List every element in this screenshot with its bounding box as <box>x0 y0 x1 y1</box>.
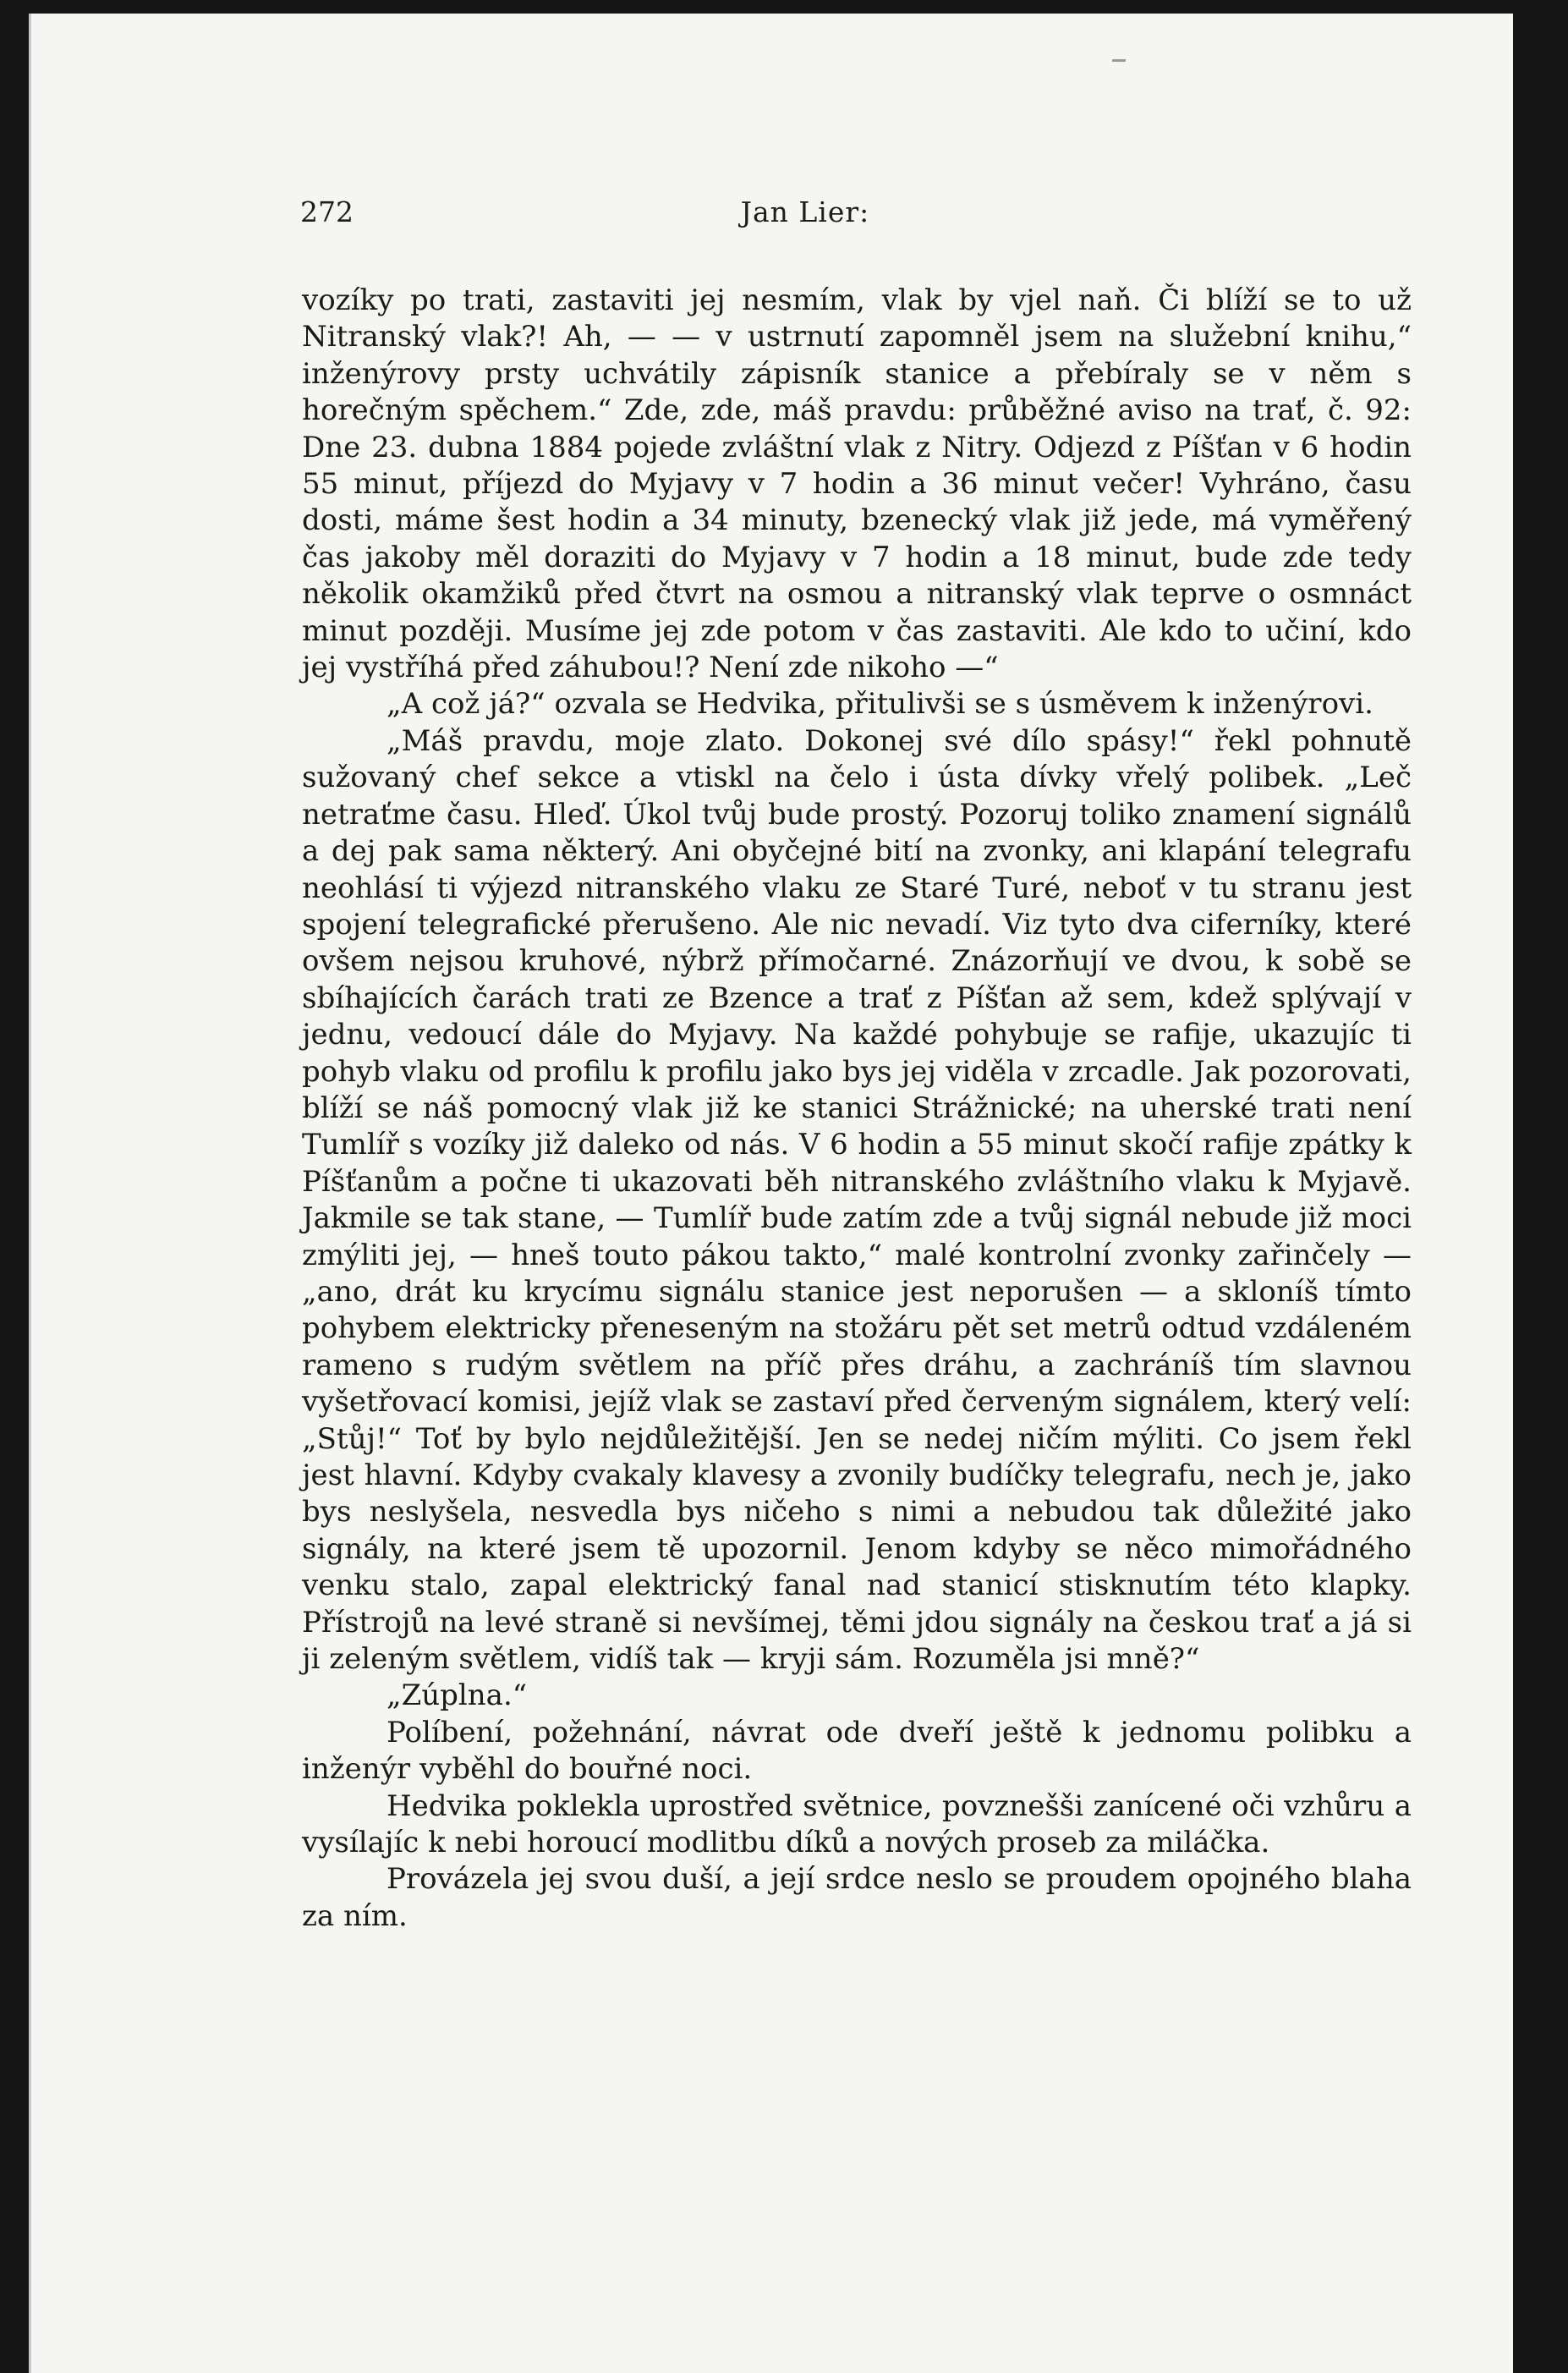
paragraph: „A což já?“ ozvala se Hedvika, přitulivši se s úsměvem k inženýrovi. <box>387 687 1373 722</box>
scan-mark <box>1112 59 1126 62</box>
body-text <box>302 283 1412 1935</box>
page-number: 272 <box>300 195 354 228</box>
book-page <box>29 14 1513 2373</box>
paragraph: Políbení, požehnání, návrat ode dveří ještě k jednomu polibku a inženýr vyběhl do bouřné noci. <box>302 1715 1412 1787</box>
page-header <box>300 191 1310 233</box>
paragraph: „Máš pravdu, moje zlato. Dokonej své dílo spásy!“ řekl pohnutě sužovaný chef sekce a vtiskl na čelo i ústa dívky vřelý polibek. „Leč netraťme času. Hleď. Úkol tvůj bude prostý. Pozoruj toliko znamení signálů a dej pak sama některý. Ani obyčejné bití na zvonky, ani klapání telegrafu neohlásí ti výjezd nitranského vlaku ze Staré Turé, neboť v tu stranu jest spojení telegrafické přerušeno. Ale nic nevadí. Viz tyto dva ciferníky, které ovšem nejsou kruhové, nýbrž přímočarné. Znázorňují ve dvou, k sobě se sbíhajících čarách trati ze Bzence a trať z Píšťan až sem, kdež splývají v jednu, vedoucí dále do Myjavy. Na každé pohybuje se rafije, ukazujíc ti pohyb vlaku od profilu k profilu jako bys jej viděla v zrcadle. Jak pozorovati, blíží se náš pomocný vlak již ke stanici Strážnické; na uherské trati není Tumlíř s vozíky již daleko od nás. V 6 hodin a 55 minut skočí rafije zpátky k Píšťanům a počne ti ukazovati běh nitranského zvláštního vlaku k Myjavě. Jakmile se tak stane, — Tumlíř bude zatím zde a tvůj signál nebude již moci zmýliti jej, — hneš touto pákou takto,“ malé kontrolní zvonky zařinčely — „ano, drát ku krycímu signálu stanice jest neporušen — a skloníš tímto pohybem elektricky přeneseným na stožáru pět set metrů odtud vzdáleném rameno s rudým světlem na příč přes dráhu, a zachráníš tím slavnou vyšetřovací komisi, jejíž vlak se zastaví před červeným signálem, který velí: „Stůj!“ Toť by bylo nejdůležitější. Jen se nedej ničím mýliti. Co jsem řekl jest hlavní. Kdyby cvakaly klavesy a zvonily budíčky telegrafu, nech je, jako bys neslyšela, nesvedla bys ničeho s nimi a nebudou tak důležité jako signály, na které jsem tě upozornil. Jenom kdyby se něco mimořádného venku stalo, zapal elektrický fanal nad stanicí stisknutím této klapky. Přístrojů na levé straně si nevšímej, těmi jdou signály na českou trať a já si ji zeleným světlem, vidíš tak — kryji sám. Rozuměla jsi mně?“ <box>302 723 1412 1677</box>
paragraph: Provázela jej svou duší, a její srdce neslo se proudem opojného blaha za ním. <box>302 1862 1412 1933</box>
paragraph: „Zúplna.“ <box>387 1678 528 1713</box>
paragraph: vozíky po trati, zastaviti jej nesmím, vlak by vjel naň. Či blíží se to už Nitranský vlak?! Ah, — — v ustrnutí zapomněl jsem na služební knihu,“ inženýrovy prsty uchvátily zápisník stanice a přebíraly se v něm s horečným spěchem.“ Zde, zde, máš pravdu: průběžné aviso na trať, č. 92: Dne 23. dubna 1884 pojede zvláštní vlak z Nitry. Odjezd z Píšťan v 6 hodin 55 minut, příjezd do Myjavy v 7 hodin a 36 minut večer! Vyhráno, času dosti, máme šest hodin a 34 minuty, bzenecký vlak již jede, má vyměřený čas jakoby měl doraziti do Myjavy v 7 hodin a 18 minut, bude zde tedy několik okamžiků před čtvrt na osmou a nitranský vlak teprve o osmnáct minut později. Musíme jej zde potom v čas zastaviti. Ale kdo to učiní, kdo jej vystříhá před záhubou!? Není zde nikoho —“ <box>302 283 1412 685</box>
running-head: Jan Lier: <box>740 195 870 228</box>
paragraph: Hedvika poklekla uprostřed světnice, povznešši zanícené oči vzhůru a vysílajíc k nebi horoucí modlitbu díků a nových proseb za miláčka. <box>302 1788 1412 1860</box>
